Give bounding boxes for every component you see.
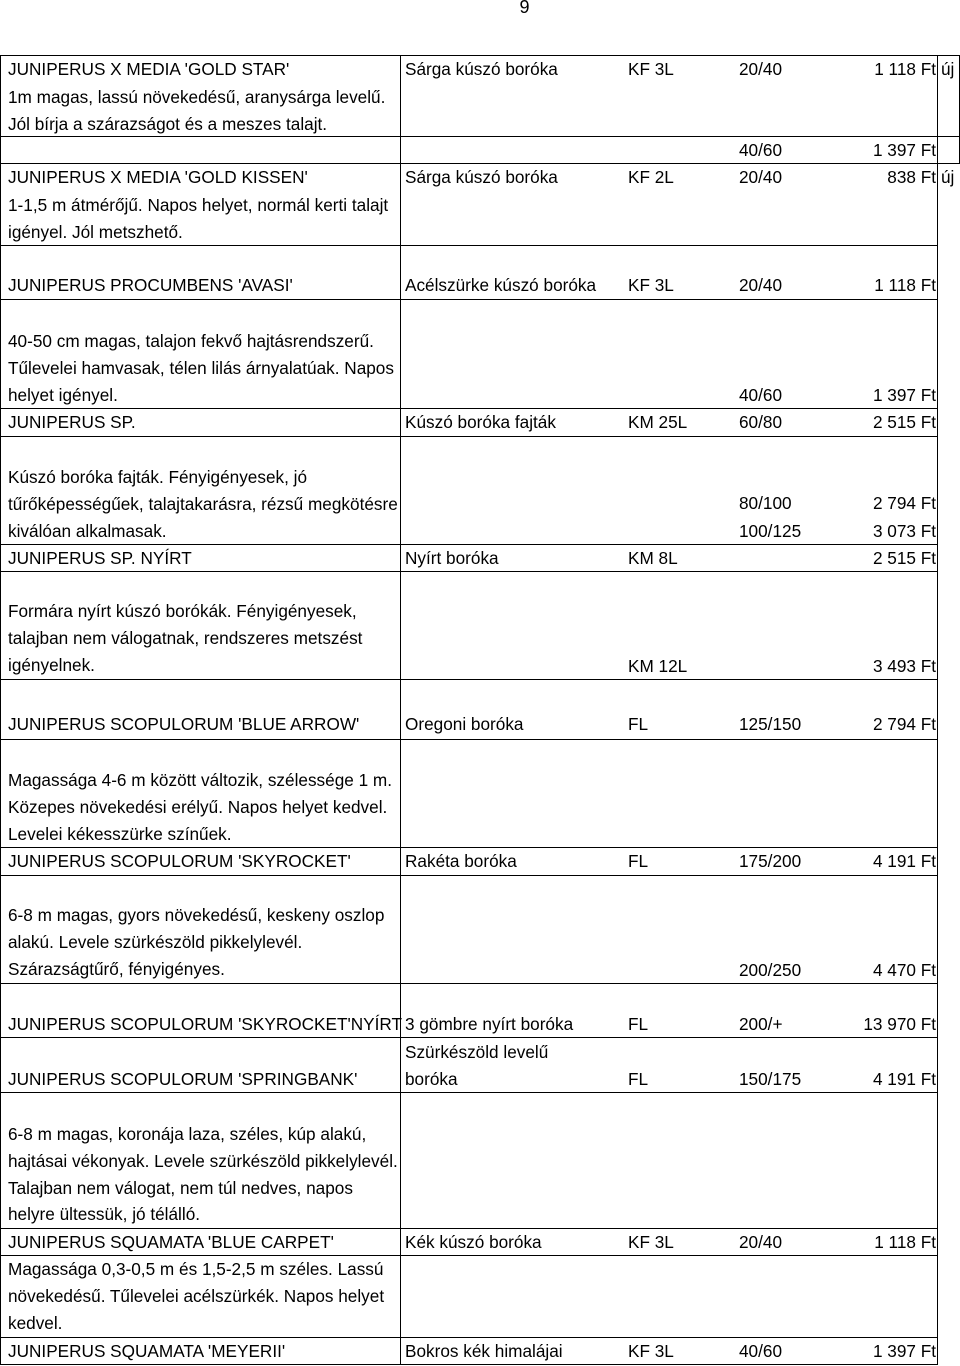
common-name: Bokros kék himalájai <box>405 1341 563 1361</box>
plant-size: 200/250 <box>739 960 802 980</box>
price: 2 794 Ft <box>872 493 936 513</box>
price: 13 970 Ft <box>863 1014 936 1034</box>
plant-size: 20/40 <box>739 167 783 187</box>
pot-size: KM 25L <box>628 412 688 432</box>
price: 1 397 Ft <box>872 385 936 405</box>
pot-size: KF 3L <box>628 59 674 79</box>
price: 1 118 Ft <box>874 59 936 79</box>
plant-size: 20/40 <box>739 275 783 295</box>
price: 4 191 Ft <box>872 1069 936 1089</box>
product-description: 6-8 m magas, gyors növekedésű, keskeny oszlop alakú. Levele szürkészöld pikkelylevél. Szárazságtűrő, fényigényes. <box>8 905 385 979</box>
pot-size: FL <box>628 1069 649 1089</box>
plant-size: 150/175 <box>739 1069 802 1089</box>
price: 838 Ft <box>887 167 936 187</box>
common-name: Oregoni boróka <box>405 714 524 734</box>
pot-size: KM 12L <box>628 656 688 676</box>
row-divider <box>0 436 938 437</box>
product-name: JUNIPERUS SCOPULORUM 'SKYROCKET'NYÍRT <box>8 1014 402 1034</box>
pot-size: KM 8L <box>628 548 678 568</box>
plant-size: 40/60 <box>739 385 783 405</box>
product-name: JUNIPERUS SCOPULORUM 'BLUE ARROW' <box>8 714 360 734</box>
pot-size: FL <box>628 851 649 871</box>
row-divider <box>0 875 938 876</box>
product-description: 1-1,5 m átmérőjű. Napos helyet, normál kerti talajt igényel. Jól metszhető. <box>8 195 389 242</box>
plant-size: 80/100 <box>739 493 792 513</box>
common-name: Kék kúszó boróka <box>405 1232 542 1252</box>
plant-size: 40/60 <box>739 140 783 160</box>
product-name: JUNIPERUS X MEDIA 'GOLD KISSEN' <box>8 167 308 187</box>
product-description: Kúszó boróka fajták. Fényigényesek, jó tűrőképességűek, talajtakarásra, rézsű megkötésre kiválóan alkalmasak. <box>8 467 398 541</box>
price: 1 118 Ft <box>874 275 936 295</box>
common-name: Sárga kúszó boróka <box>405 167 558 187</box>
table-left-border <box>0 55 1 1365</box>
common-name: Sárga kúszó boróka <box>405 59 558 79</box>
product-name: JUNIPERUS SQUAMATA 'MEYERII' <box>8 1341 286 1361</box>
pot-size: KF 2L <box>628 167 674 187</box>
pot-size: FL <box>628 1014 649 1034</box>
pot-size: FL <box>628 714 649 734</box>
product-name: JUNIPERUS X MEDIA 'GOLD STAR' <box>8 59 290 79</box>
product-description: Magassága 0,3-0,5 m és 1,5-2,5 m széles. Lassú növekedésű. Tűlevelei acélszürkék. Napos helyet kedvel. <box>8 1259 385 1333</box>
common-name: 3 gömbre nyírt boróka <box>405 1014 574 1034</box>
table-bottom-border <box>0 1364 938 1365</box>
pot-size: KF 3L <box>628 1232 674 1252</box>
product-name: JUNIPERUS SCOPULORUM 'SKYROCKET' <box>8 851 351 871</box>
column-divider <box>400 55 401 1365</box>
price: 2 515 Ft <box>872 412 936 432</box>
product-name: JUNIPERUS SP. NYÍRT <box>8 548 192 568</box>
product-name: JUNIPERUS SQUAMATA 'BLUE CARPET' <box>8 1232 334 1252</box>
row-divider <box>0 983 938 984</box>
price: 1 397 Ft <box>872 1341 936 1361</box>
plant-size: 60/80 <box>739 412 783 432</box>
price: 3 493 Ft <box>872 656 936 676</box>
price: 4 470 Ft <box>872 960 936 980</box>
page-number: 9 <box>519 0 530 17</box>
column-divider <box>937 55 938 1365</box>
row-divider <box>0 571 938 572</box>
new-badge: új <box>941 167 955 187</box>
product-description: 40-50 cm magas, talajon fekvő hajtásrendszerű. Tűlevelei hamvasak, télen lilás árnyalatúak. Napos helyet igényel. <box>8 331 394 405</box>
pot-size: KF 3L <box>628 275 674 295</box>
price: 4 191 Ft <box>872 851 936 871</box>
product-name: JUNIPERUS PROCUMBENS 'AVASI' <box>8 275 293 295</box>
price: 2 515 Ft <box>872 548 936 568</box>
plant-size: 20/40 <box>739 1232 783 1252</box>
price: 2 794 Ft <box>872 714 936 734</box>
pot-size: KF 3L <box>628 1341 674 1361</box>
new-badge: új <box>941 59 955 79</box>
plant-size: 100/125 <box>739 521 802 541</box>
plant-size: 200/+ <box>739 1014 783 1034</box>
row-divider <box>0 299 938 300</box>
product-description: 6-8 m magas, koronája laza, széles, kúp alakú, hajtásai vékonyak. Levele szürkészöld pikkelylevél. Talajban nem válogat, nem túl nedves, napos helyre ültessük, jó télálló. <box>8 1124 398 1225</box>
common-name: Szürkészöld levelű boróka <box>405 1042 549 1089</box>
plant-size: 175/200 <box>739 851 802 871</box>
price: 1 397 Ft <box>872 140 936 160</box>
product-description: Formára nyírt kúszó borókák. Fényigényesek, talajban nem válogatnak, rendszeres metszést igényelnek. <box>8 601 363 675</box>
plant-size: 125/150 <box>739 714 802 734</box>
price: 3 073 Ft <box>872 521 936 541</box>
product-description: Magassága 4-6 m között változik, szélessége 1 m. Közepes növekedési erélyű. Napos helyet kedvel. Levelei kékesszürke színűek. <box>8 770 393 844</box>
common-name: Acélszürke kúszó boróka <box>405 275 597 295</box>
row-divider <box>0 739 938 740</box>
row-divider <box>0 1037 938 1038</box>
product-description: 1m magas, lassú növekedésű, aranysárga levelű. Jól bírja a szárazságot és a meszes talajt. <box>8 87 386 134</box>
price: 1 118 Ft <box>874 1232 936 1252</box>
plant-size: 40/60 <box>739 1341 783 1361</box>
common-name: Nyírt boróka <box>405 548 499 568</box>
product-name: JUNIPERUS SCOPULORUM 'SPRINGBANK' <box>8 1069 358 1089</box>
common-name: Kúszó boróka fajták <box>405 412 556 432</box>
plant-size: 20/40 <box>739 59 783 79</box>
row-divider <box>0 679 938 680</box>
common-name: Rakéta boróka <box>405 851 517 871</box>
product-name: JUNIPERUS SP. <box>8 412 136 432</box>
